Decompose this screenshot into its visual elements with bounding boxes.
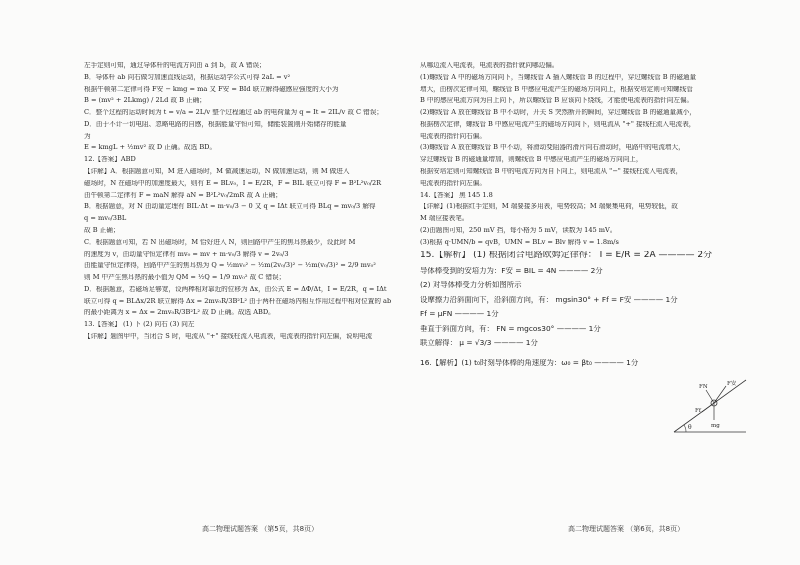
question-15-eq4: 联立解得： μ = √3/3 ———— 1分 <box>420 339 538 348</box>
text-line: 由牛顿第二定律有 F = maN 解得 aN = B²L²v₀/2mR 故 A 正确； <box>84 191 282 199</box>
question-15-part2: (2) 对导体棒受力分析如图所示 <box>420 281 522 290</box>
text-line: 根据牛顿第二定律可得 F安 − kmg = ma 又 F安 = BId 联立解得磁感应强度的大小为 <box>84 85 339 93</box>
text-line: 穿过螺线管 B 的磁通量增加，则螺线管 B 中感应电流产生的磁场方向向上， <box>420 156 643 164</box>
question-15-eq2: Ff = μFN ———— 1分 <box>420 310 499 319</box>
text-line: 根据安培定则可知螺线管 B 中的电流方向为自下向上，则电流从 "−" 接线柱流入电流表， <box>420 168 683 176</box>
text-line: 根据楞次定律，螺线管 B 中感应电流产生的磁场方向向下，则电流从 "+" 接线柱流入电流表， <box>420 120 696 128</box>
text-line: 左手定则可知，通过导体杆的电流方向由 a 到 b，故 A 错误； <box>84 62 266 69</box>
text-line: q = mv₀/3BL <box>84 215 127 223</box>
text-line: 增大，由楞次定律可知，螺线管 B 中感应电流产生的磁场方向向上，根据安培定则可知螺线管 <box>420 85 693 93</box>
angle-label: θ <box>688 424 692 431</box>
normal-force-arrow <box>706 390 714 403</box>
text-line: C．整个过程的运动时间为 t = v/a = 2L/v 整个过程通过 ab 的电荷量为 q = It = 2IL/v 故 C 错误； <box>84 109 383 117</box>
normal-force-label: FN <box>699 384 708 390</box>
text-line: (2)由题图可知，250 mV 挡，每小格为 5 mV，读数为 145 mV。 <box>420 226 617 234</box>
text-line: 联立可得 q = BLΔx/2R 联立解得 Δx = 2mv₀R/3B²L² 由于两杆在磁场内相互作用过程中相对位置的 ab <box>84 297 392 305</box>
angle-arc <box>684 425 686 432</box>
friction-force-arrow <box>702 403 714 412</box>
text-line: (3)根据 q·UMN/b = qvB，UMN = BLv = Blv 解得 v = 1.8m/s <box>420 238 619 246</box>
question-15-eq3: 垂直于斜面方向，有： FN = mgcos30° ———— 1分 <box>420 324 601 333</box>
weight-label: mg <box>711 423 720 429</box>
text-line: M 端应接表笔。 <box>420 215 469 223</box>
text-line: (3)螺线管 A 放在螺线管 B 中不动，将滑动变阻器的滑片向右滑动时，电路中的电流增大， <box>420 144 685 152</box>
question-13-answer: 13.【答案】 (1) 下 (2) 向右 (3) 向左 <box>84 321 195 329</box>
question-12-answer: 12.【答案】ABD <box>84 156 136 164</box>
text-line: 故 B 正确； <box>84 226 120 234</box>
text-line: 为 <box>84 132 91 140</box>
text-line: 【详解】(1)根据红手定则，M 端要接多用表，电势较高；M 端聚集电荷，电势较低，故 <box>420 203 678 211</box>
text-line: 电流表的指针向左偏。 <box>420 179 486 187</box>
force-diagram-svg <box>672 360 748 438</box>
page-footer-left: 高二物理试题答案 （第5页，共8页） <box>202 525 319 533</box>
text-line: B．导体杆 ab 向右做匀加速直线运动，根据运动学公式可得 2aL = v² <box>84 73 291 81</box>
text-line: 的速度为 v，由动量守恒定律有 mv₀ = mv + m·v₀/3 解得 v = 2v₀/3 <box>84 250 289 258</box>
text-line: B = (mv² + 2Lkmg) / 2Ld 故 B 正确； <box>84 97 206 105</box>
text-line: B 中的感应电流方向为自上向下，所以螺线管 B 应该向下绕线，才能使电流表的指针向左偏。 <box>420 97 694 105</box>
text-line: 电流表的指针向右偏。 <box>420 132 486 140</box>
page-footer-right: 高二物理试题答案 （第6页，共8页） <box>568 525 685 533</box>
question-15-ampere-force: 导体棒受到的安培力为：F安 = BIL = 4N ———— 2分 <box>420 266 603 275</box>
friction-force-label: Ff <box>695 408 701 414</box>
text-line: 由能量守恒定律得，回路中产生的焦耳热为 Q = ½mv₀² − ½m(2v₀/3)² − ½m(v₀/3)² = 2/9 mv₀² <box>84 262 376 270</box>
left-column <box>84 62 404 345</box>
force-diagram <box>672 360 748 442</box>
text-line: (2)螺线管 A 放在螺线管 B 中不动时，开关 S 突然断开的瞬间，穿过螺线管 B 的磁通量减小， <box>420 109 696 117</box>
text-line: 则 M 中产生焦耳热的最小值为 QM = ½Q = 1/9 mv₀² 故 C 错误； <box>84 274 286 282</box>
question-15-heading: 15.【解析】 (1) 根据闭合电路欧姆定律得： I = E/R = 2A ———— 2分 <box>420 250 713 260</box>
question-15-eq1: 设摩擦力沿斜面向下，沿斜面方向，有： mgsin30° + Ff = F安 ———— 1分 <box>420 295 678 304</box>
text-line: 从哪边流入电流表，电流表的指针就向哪边偏。 <box>420 62 559 69</box>
ampere-force-label: F安 <box>727 381 737 387</box>
question-14-answer: 14.【答案】 黑 145 1.8 <box>420 191 493 199</box>
text-line: (1)螺线管 A 中的磁场方向向下，当螺线管 A 插入螺线管 B 的过程中，穿过螺线管 B 的磁通量 <box>420 73 697 81</box>
text-line: D．由于不计一切电阻、忽略电路的自感，根据能量守恒可知，储能装置刚开始储存的能量 <box>84 120 347 128</box>
text-line: C．根据题意可知，若 N 出磁场时，M 恰好进入 N，则回路中产生的焦耳热最少，设此时 M <box>84 238 356 246</box>
text-line: B．根据题意，对 N 由动量定理有 B̄IL·Δt = m·v₀/3 − 0 又 q = ĪΔt 联立可得 BLq = mv₀/3 解得 <box>84 203 376 211</box>
text-line: 【详解】题图甲中，当闭合 S 时，电流从 "+" 接线柱流入电流表，电流表的指针向左偏，说明电流 <box>84 332 373 340</box>
text-line: 【详解】A．根据题意可知，M 进入磁场时，M 做减速运动，N 做加速运动，则 M 做进入 <box>84 168 350 176</box>
text-line: D．根据题意，若磁场足够宽，设两棒相对靠近的位移为 Δx，由公式 Ē = ΔΦ/Δt，Ī = Ē/2R，q = ĪΔt <box>84 285 387 293</box>
text-line: 磁场时，N 在磁场中的加速度最大，则有 E = BLv₀，I = E/2R，F = BIL 联立可得 F = B²L²v₀/2R <box>84 179 382 187</box>
right-column <box>420 62 720 374</box>
question-16-heading: 16.【解析】(1) t₀时刻导体棒的角速度为：ω₀ = βt₀ ———— 1分 <box>420 359 639 368</box>
text-line: E = kmgL + ½mv² 故 D 正确。故选 BD。 <box>84 144 217 152</box>
text-line: 的最小距离为 x = Δx = 2mv₀R/3B²L² 故 D 正确。故选 ABD。 <box>84 309 275 317</box>
ampere-force-arrow <box>714 386 726 403</box>
